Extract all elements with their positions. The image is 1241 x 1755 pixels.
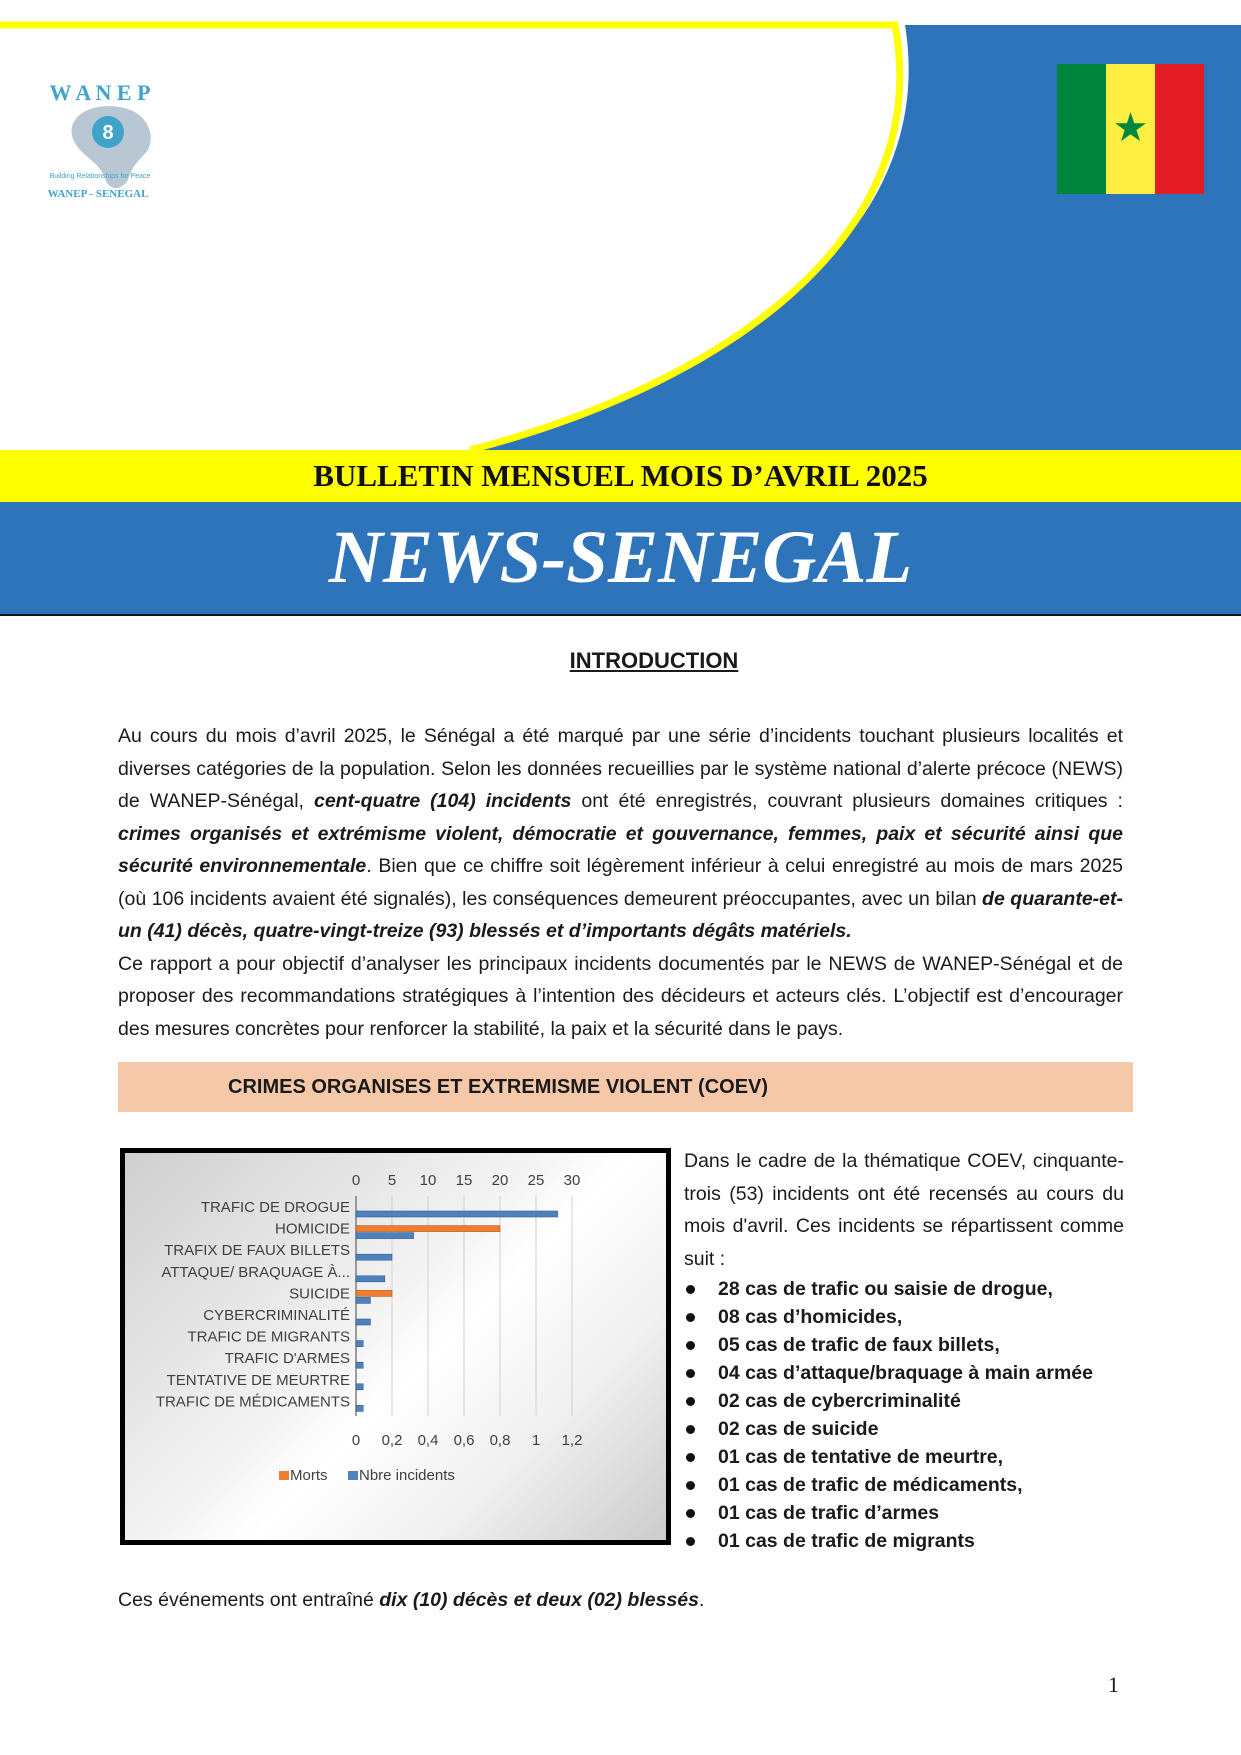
chart-svg — [125, 1153, 666, 1540]
top-axis-tick: 20 — [491, 1172, 509, 1189]
list-item-text: 04 cas d’attaque/braquage à main armée — [718, 1362, 1093, 1384]
bullet-icon — [686, 1453, 695, 1462]
top-axis-tick: 15 — [455, 1172, 473, 1189]
bottom-axis-tick: 1 — [531, 1432, 541, 1449]
category-label: TRAFIC D'ARMES — [224, 1350, 350, 1368]
list-item-text: 02 cas de cybercriminalité — [718, 1390, 961, 1412]
coev-chart — [120, 1148, 671, 1545]
category-label: ATTAQUE/ BRAQUAGE À... — [161, 1263, 350, 1281]
bullet-icon — [686, 1509, 695, 1518]
coev-description-text: Dans le cadre de la thématique COEV, cinquante-trois (53) incidents ont été recensés au cours du mois d'avril. Ces incidents se répartissent comme suit : — [684, 1150, 1124, 1270]
wanep-logo — [20, 80, 180, 210]
bullet-icon — [686, 1425, 695, 1434]
list-item — [684, 1303, 1144, 1331]
intro-paragraph-2: Ce rapport a pour objectif d’analyser les principaux incidents documentés par le NEWS de WANEP-Sénégal et de proposer des recommandations stratégiques à l’intention des décideurs et acteurs clés. L’objectif est d’encourager des mesures concrètes pour renforcer la stabilité, la paix et la sécurité dans le pays. — [118, 952, 1123, 1040]
list-item-text: 01 cas de trafic de médicaments, — [718, 1474, 1023, 1496]
svg-text:Building Relationships for Pea: Building Relationships for Peace — [49, 173, 151, 180]
bullet-icon — [686, 1313, 695, 1322]
legend-swatch-morts — [279, 1471, 289, 1480]
coev-breakdown-list — [684, 1275, 1144, 1555]
bar-nbre-incidents — [356, 1362, 363, 1368]
list-item-text: 02 cas de suicide — [718, 1418, 879, 1440]
bar-nbre-incidents — [356, 1254, 392, 1260]
bottom-axis-tick: 0,8 — [489, 1432, 511, 1449]
coev-conclusion: Ces événements ont entraîné dix (10) décès et deux (02) blessés. — [118, 1589, 705, 1611]
bullet-icon — [686, 1537, 695, 1546]
bar-nbre-incidents — [356, 1211, 558, 1217]
bar-nbre-incidents — [356, 1319, 370, 1325]
legend-label-morts: Morts — [290, 1467, 328, 1484]
bar-nbre-incidents — [356, 1276, 385, 1282]
news-title: NEWS-SENEGAL — [328, 516, 913, 599]
flag-star-icon: ★ — [1112, 106, 1149, 151]
top-axis-tick: 0 — [351, 1172, 361, 1189]
category-label: TRAFIX DE FAUX BILLETS — [164, 1242, 350, 1260]
introduction-heading: INTRODUCTION — [569, 648, 739, 673]
bottom-axis-tick: 1,2 — [561, 1432, 583, 1449]
section-title: CRIMES ORGANISES ET EXTREMISME VIOLENT (COEV) — [228, 1076, 769, 1098]
coev-description — [684, 1145, 1124, 1275]
category-label: TENTATIVE DE MEURTRE — [166, 1371, 350, 1389]
list-item-text: 28 cas de trafic ou saisie de drogue, — [718, 1278, 1053, 1300]
top-axis-tick: 30 — [563, 1172, 581, 1189]
list-item — [684, 1527, 1144, 1555]
bullet-icon — [686, 1341, 695, 1350]
list-item-text: 01 cas de trafic de migrants — [718, 1530, 975, 1552]
list-item — [684, 1275, 1144, 1303]
legend-swatch-incidents — [348, 1471, 358, 1480]
bar-nbre-incidents — [356, 1233, 414, 1239]
legend-label-incidents: Nbre incidents — [359, 1467, 455, 1484]
top-axis-tick: 25 — [527, 1172, 545, 1189]
bar-nbre-incidents — [356, 1341, 363, 1347]
bar-morts — [356, 1290, 392, 1296]
bar-morts — [356, 1226, 500, 1232]
list-item — [684, 1499, 1144, 1527]
bottom-axis-tick: 0,6 — [453, 1432, 475, 1449]
bulletin-title: BULLETIN MENSUEL MOIS D’AVRIL 2025 — [313, 458, 928, 493]
category-label: HOMICIDE — [275, 1220, 350, 1238]
intro-paragraph-1: Au cours du mois d’avril 2025, le Sénégal a été marqué par une série d’incidents touchant plusieurs localités et diverses catégories de la population. Selon les données recueillies par le système national d’alerte précoce (NEWS) de WANEP-Sénégal, cent-quatre (104) incidents ont été enregistrés, couvrant plusieurs domaines critiques : crimes organisés et extrémisme violent, démocratie et gouvernance, femmes, paix et sécurité ainsi que sécurité environnementale. Bien que ce chiffre soit légèrement inférieur à celui enregistré au mois de mars 2025 (où 106 incidents avaient été signalés), les conséquences demeurent préoccupantes, avec un bilan de quarante-et-un (41) décès, quatre-vingt-treize (93) blessés et d’importants dégâts matériels. — [118, 725, 1124, 942]
bottom-axis-tick: 0,4 — [417, 1432, 439, 1449]
bullet-icon — [686, 1285, 695, 1294]
section-header-coev — [118, 1062, 1133, 1112]
list-item — [684, 1415, 1144, 1443]
svg-text:WANEP - SENEGAL: WANEP - SENEGAL — [47, 188, 149, 200]
bar-nbre-incidents — [356, 1384, 363, 1390]
bar-nbre-incidents — [356, 1405, 363, 1411]
bullet-icon — [686, 1369, 695, 1378]
category-label: TRAFIC DE DROGUE — [200, 1199, 350, 1216]
bottom-axis-tick: 0 — [351, 1432, 361, 1449]
page-number: 1 — [1108, 1672, 1119, 1697]
category-label: CYBERCRIMINALITÉ — [203, 1307, 350, 1324]
list-item-text: 01 cas de trafic d’armes — [718, 1502, 940, 1524]
svg-text:W A N E P: W A N E P — [49, 80, 151, 105]
bar-nbre-incidents — [356, 1297, 370, 1303]
list-item-text: 08 cas d’homicides, — [718, 1306, 903, 1328]
category-label: SUICIDE — [289, 1285, 350, 1303]
introduction-text — [118, 720, 1123, 1045]
list-item — [684, 1359, 1144, 1387]
list-item-text: 05 cas de trafic de faux billets, — [718, 1334, 1000, 1356]
top-axis-tick: 10 — [419, 1172, 437, 1189]
category-label: TRAFIC DE MIGRANTS — [187, 1328, 350, 1346]
list-item — [684, 1331, 1144, 1359]
category-label: TRAFIC DE MÉDICAMENTS — [155, 1393, 350, 1411]
svg-text:8: 8 — [102, 122, 114, 144]
list-item — [684, 1387, 1144, 1415]
bottom-axis-tick: 0,2 — [381, 1432, 403, 1449]
bullet-icon — [686, 1481, 695, 1490]
bullet-icon — [686, 1397, 695, 1406]
list-item — [684, 1471, 1144, 1499]
senegal-flag — [1057, 64, 1204, 194]
list-item — [684, 1443, 1144, 1471]
list-item-text: 01 cas de tentative de meurtre, — [718, 1446, 1004, 1468]
top-axis-tick: 5 — [387, 1172, 397, 1189]
